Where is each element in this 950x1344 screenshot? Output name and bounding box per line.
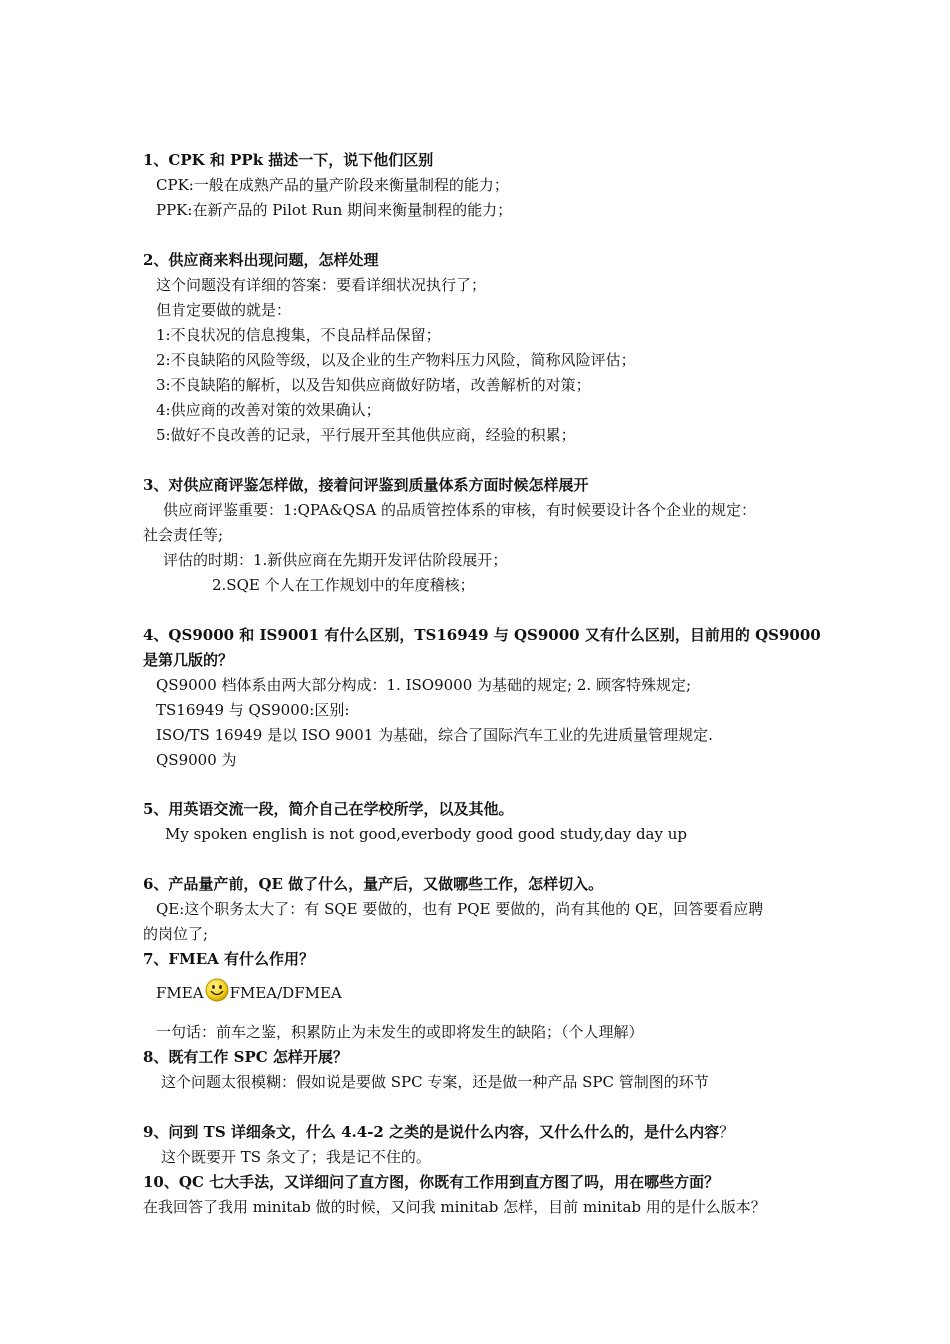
answer-8-line-1: 这个问题太很模糊：假如说是要做 SPC 专案，还是做一种产品 SPC 管制图的环节 xyxy=(161,1073,709,1091)
smiley-face-icon xyxy=(205,978,229,1007)
answer-4-line-2: TS16949 与 QS9000:区别: xyxy=(156,701,350,719)
question-4-line-1: 4、QS9000 和 IS9001 有什么区别，TS16949 与 QS9000 又有什么区别，目前用的 QS9000 xyxy=(143,626,821,644)
answer-7-fmea-line xyxy=(0,978,950,1007)
answer-3-line-1: 供应商评鉴重要：1:QPA&QSA 的品质管控体系的审核，有时候要设计各个企业的规定： xyxy=(163,501,756,519)
question-7: 7、FMEA 有什么作用？ xyxy=(143,950,314,968)
fmea-text-right: FMEA/DFMEA xyxy=(229,984,342,1002)
question-10: 10、QC 七大手法，又详细问了直方图，你既有工作用到直方图了吗，用在哪些方面？ xyxy=(143,1173,720,1191)
answer-6-line-1: QE:这个职务太大了：有 SQE 要做的，也有 PQE 要做的，尚有其他的 QE，回答要看应聘 xyxy=(156,900,764,918)
answer-1-line-2: PPK:在新产品的 Pilot Run 期间来衡量制程的能力； xyxy=(156,201,513,219)
answer-1-line-1: CPK:一般在成熟产品的量产阶段来衡量制程的能力； xyxy=(156,176,509,194)
answer-2-line-7: 5:做好不良改善的记录，平行展开至其他供应商，经验的积累； xyxy=(156,426,576,444)
question-1: 1、CPK 和 PPk 描述一下，说下他们区别 xyxy=(143,151,434,169)
answer-9-line-1: 这个既要开 TS 条文了；我是记不住的。 xyxy=(161,1148,431,1166)
question-6: 6、产品量产前，QE 做了什么，量产后，又做哪些工作，怎样切入。 xyxy=(143,875,604,893)
answer-3-line-3: 评估的时期：1.新供应商在先期开发评估阶段展开； xyxy=(163,551,508,569)
answer-2-line-6: 4:供应商的改善对策的效果确认； xyxy=(156,401,381,419)
question-3: 3、对供应商评鉴怎样做，接着问评鉴到质量体系方面时候怎样展开 xyxy=(143,476,589,494)
answer-7-line-1: 一句话：前车之鉴，积累防止为未发生的或即将发生的缺陷；（个人理解） xyxy=(156,1023,644,1041)
answer-3-line-4: 2.SQE 个人在工作规划中的年度稽核； xyxy=(212,576,475,594)
answer-2-line-5: 3:不良缺陷的解析，以及告知供应商做好防堵，改善解析的对策； xyxy=(156,376,591,394)
question-5: 5、用英语交流一段，简介自己在学校所学，以及其他。 xyxy=(143,800,514,818)
answer-2-line-4: 2:不良缺陷的风险等级，以及企业的生产物料压力风险，简称风险评估； xyxy=(156,351,636,369)
question-2: 2、供应商来料出现问题，怎样处理 xyxy=(143,251,379,269)
answer-2-line-1: 这个问题没有详细的答案：要看详细状况执行了； xyxy=(156,276,487,294)
answer-4-line-3: ISO/TS 16949 是以 ISO 9001 为基础，综合了国际汽车工业的先进质量管理规定. xyxy=(156,726,713,744)
answer-10-line-1: 在我回答了我用 minitab 做的时候，又问我 minitab 怎样，目前 minitab 用的是什么版本？ xyxy=(143,1198,766,1216)
answer-2-line-3: 1:不良状况的信息搜集，不良品样品保留； xyxy=(156,326,441,344)
question-9: 9、问到 TS 详细条文，什么 4.4-2 之类的是说什么内容，又什么什么的，是什么内容 xyxy=(143,1123,720,1141)
answer-2-line-2: 但肯定要做的就是： xyxy=(156,301,292,319)
answer-3-line-2: 社会责任等; xyxy=(143,526,224,544)
answer-4-line-1: QS9000 档体系由两大部分构成：1. ISO9000 为基础的规定; 2. 顾客特殊规定; xyxy=(156,676,691,694)
question-8: 8、既有工作 SPC 怎样开展？ xyxy=(143,1048,348,1066)
answer-4-line-4: QS9000 为 xyxy=(156,751,237,769)
fmea-text-left: FMEA xyxy=(156,984,204,1002)
answer-6-line-2: 的岗位了; xyxy=(143,925,209,943)
answer-5-line-1: My spoken english is not good,everbody good good study,day day up xyxy=(165,825,687,843)
question-4-line-2: 是第几版的？ xyxy=(143,651,234,669)
question-9-tail: ？ xyxy=(719,1123,735,1141)
question-9-line xyxy=(0,1122,950,1142)
